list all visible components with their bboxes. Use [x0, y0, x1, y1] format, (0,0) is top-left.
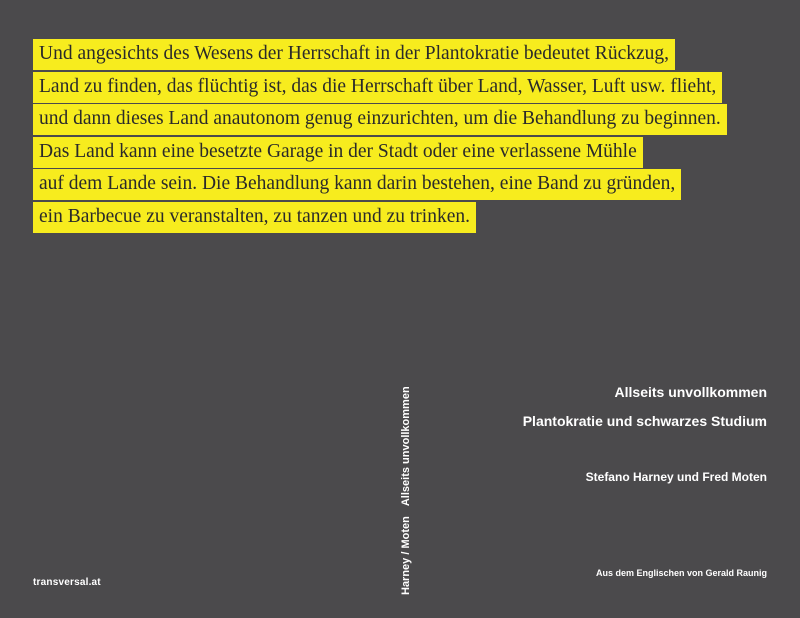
- quote-line: [33, 39, 727, 72]
- quote-line-text: und dann dieses Land anautonom genug einzurichten, um die Behandlung zu beginnen.: [33, 104, 727, 135]
- quote-line-text: auf dem Lande sein. Die Behandlung kann darin bestehen, eine Band zu gründen,: [33, 169, 681, 200]
- quote-line: [33, 169, 727, 202]
- spine-text: [400, 386, 412, 595]
- spine-authors: Harney / Moten: [400, 516, 412, 595]
- book-authors: Stefano Harney und Fred Moten: [585, 470, 767, 484]
- quote-line: [33, 137, 727, 170]
- quote-line-text: Und angesichts des Wesens der Herrschaft in der Plantokratie bedeutet Rückzug,: [33, 39, 675, 70]
- quote-line-text: Das Land kann eine besetzte Garage in der Stadt oder eine verlassene Mühle: [33, 137, 643, 168]
- quote-line: [33, 202, 727, 235]
- translator-credit: Aus dem Englischen von Gerald Raunig: [595, 568, 767, 578]
- quote-line-text: ein Barbecue zu veranstalten, zu tanzen und zu trinken.: [33, 202, 476, 233]
- book-subtitle: Plantokratie und schwarzes Studium: [522, 413, 767, 429]
- book-title: Allseits unvollkommen: [614, 384, 767, 400]
- quote-line: [33, 72, 727, 105]
- quote-line: [33, 104, 727, 137]
- quote-line-text: Land zu finden, das flüchtig ist, das die Herrschaft über Land, Wasser, Luft usw. flieht,: [33, 72, 722, 103]
- highlighted-quote: [33, 39, 727, 235]
- spine-title: Allseits unvollkommen: [400, 386, 412, 507]
- publisher-name: transversal.at: [33, 577, 101, 588]
